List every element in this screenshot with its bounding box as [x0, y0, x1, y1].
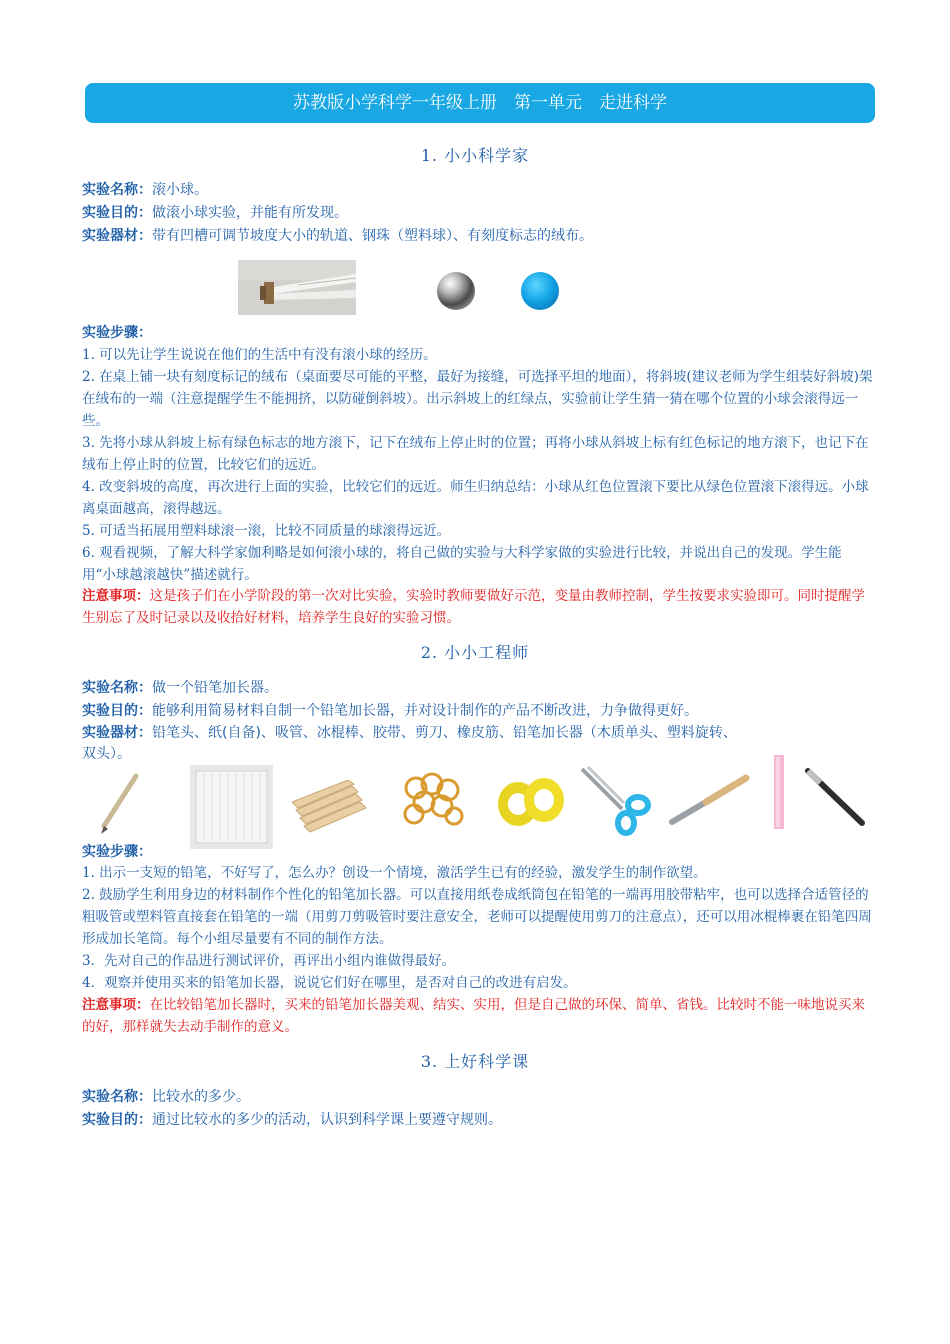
- s3-name-label: 实验名称：: [82, 1089, 152, 1105]
- s2-equip-row: [82, 723, 882, 744]
- s1-step-4: 4. 改变斜坡的高度，再次进行上面的实验，比较它们的远近。师生归纳总结：小球从红色位置滚下要比从绿色位置滚下滚得远。小球离桌面越高，滚得越远。: [82, 479, 869, 517]
- s3-name-value: 比较水的多少。: [152, 1089, 250, 1105]
- plastic-ball-image: [519, 270, 561, 312]
- s1-name-label: 实验名称：: [82, 182, 152, 198]
- straws-image: [190, 765, 273, 849]
- s2-name-label: 实验名称：: [82, 680, 152, 696]
- s2-note: [82, 994, 874, 1038]
- s1-name-row: [82, 180, 882, 201]
- pencil-stub-image: [92, 772, 144, 836]
- header-banner: 苏教版小学科学一年级上册 第一单元 走进科学: [85, 83, 875, 123]
- rubber-bands-image: [398, 768, 468, 832]
- s1-goal-label: 实验目的：: [82, 205, 152, 221]
- popsicle-sticks-image: [292, 780, 372, 836]
- s1-note-label: 注意事项：: [82, 588, 150, 604]
- s1-equip-value: 带有凹槽可调节坡度大小的轨道、钢珠（塑料球）、有刻度标志的绒布。: [152, 228, 593, 244]
- s1-equip-label: 实验器材：: [82, 228, 152, 244]
- section-1-title: 1. 小小科学家: [420, 146, 530, 165]
- s1-name-value: 滚小球。: [152, 182, 208, 198]
- s1-step-5: 5. 可适当拓展用塑料球滚一滚，比较不同质量的球滚得远近。: [82, 523, 451, 539]
- s3-goal-value: 通过比较水的多少的活动，认识到科学课上要遵守规则。: [152, 1112, 502, 1128]
- s2-note-label: 注意事项：: [82, 997, 150, 1013]
- s2-step-2: 2. 鼓励学生利用身边的材料制作个性化的铅笔加长器。可以直接用纸卷成纸筒包在铅笔的一端再用胶带粘牢，也可以选择合适管径的粗吸管或塑料管直接套在铅笔的一端（用剪刀剪吸管时要注意安全，老师可以提醒使用剪刀的注意点），还可以用冰棍棒裹在铅笔四周形成加长笔筒。每个小组尽量要有不同的制作方法。: [82, 887, 872, 947]
- tape-rolls-image: [496, 772, 566, 830]
- s3-name-row: [82, 1087, 882, 1108]
- s2-goal-label: 实验目的：: [82, 703, 152, 719]
- s1-step-3: 3. 先将小球从斜坡上标有绿色标志的地方滚下，记下在绒布上停止时的位置；再将小球从斜坡上标有红色标记的地方滚下，也记下在绒布上停止时的位置，比较它们的远近。: [82, 435, 869, 473]
- s3-goal-row: [82, 1110, 882, 1131]
- s2-equip-label: 实验器材：: [82, 725, 152, 741]
- s2-equip-value-2: 双头）。: [82, 746, 131, 762]
- s1-steps-label-row: [82, 323, 882, 344]
- s2-step-4: 4．观察并使用买来的铅笔加长器，说说它们好在哪里，是否对自己的改进有启发。: [82, 975, 577, 991]
- s2-equip-value: 铅笔头、纸(自备)、吸管、冰棍棒、胶带、剪刀、橡皮筋、铅笔加长器（木质单头、塑料旋转、: [152, 725, 737, 741]
- s1-step-2: 2. 在桌上铺一块有刻度标记的绒布（桌面要尽可能的平整，最好为接缝，可选择平坦的地面），将斜坡(建议老师为学生组装好斜坡)架在绒布的一端（注意提醒学生不能拥挤，以防碰倒斜坡）。出示斜坡上的红绿点，实验前让学生猜一猜在哪个位置的小球会滚得远一些。: [82, 369, 873, 429]
- s2-step-1: 1. 出示一支短的铅笔，不好写了，怎么办？创设一个情境，激活学生已有的经验，激发学生的制作欲望。: [82, 865, 707, 881]
- s2-goal-row: [82, 701, 882, 722]
- ramp-track-image: [238, 260, 356, 315]
- s2-step-3: 3．先对自己的作品进行测试评价，再评出小组内谁做得最好。: [82, 953, 456, 969]
- plastic-extender-image: [768, 755, 790, 829]
- s1-step-6: 6. 观看视频，了解大科学家伽利略是如何滚小球的，将自己做的实验与大科学家做的实验进行比较，并说出自己的发现。学生能用“小球越滚越快”描述就行。: [82, 545, 842, 583]
- s2-note-value: 在比较铅笔加长器时，买来的铅笔加长器美观、结实、实用，但是自己做的环保、简单、省钱。比较时不能一味地说买来的好，那样就失去动手制作的意义。: [82, 997, 865, 1035]
- s1-note-value: 这是孩子们在小学阶段的第一次对比实验，实验时教师要做好示范，变量由教师控制，学生按要求实验即可。同时提醒学生别忘了及时记录以及收拾好材料，培养学生良好的实验习惯。: [82, 588, 865, 626]
- s3-goal-label: 实验目的：: [82, 1112, 152, 1128]
- s1-note: [82, 585, 874, 629]
- s2-steps-label: 实验步骤：: [82, 844, 152, 860]
- s1-steps-label: 实验步骤：: [82, 325, 152, 341]
- steel-ball-image: [435, 270, 477, 312]
- wooden-extender-image: [666, 770, 750, 830]
- double-extender-image: [800, 765, 874, 831]
- section-3-title: 3. 上好科学课: [420, 1052, 530, 1071]
- section-2-title: 2. 小小工程师: [420, 643, 530, 662]
- s2-name-value: 做一个铅笔加长器。: [152, 680, 278, 696]
- scissors-image: [578, 765, 656, 839]
- s2-steps-label-row: [82, 842, 882, 863]
- s2-name-row: [82, 678, 882, 699]
- s1-equip-row: [82, 226, 882, 247]
- s1-step-1: 1. 可以先让学生说说在他们的生活中有没有滚小球的经历。: [82, 347, 437, 363]
- s1-goal-row: [82, 203, 882, 224]
- s2-equip-row-2: [82, 744, 882, 765]
- s1-goal-value: 做滚小球实验，并能有所发现。: [152, 205, 348, 221]
- s2-goal-value: 能够利用简易材料自制一个铅笔加长器，并对设计制作的产品不断改进，力争做得更好。: [152, 703, 698, 719]
